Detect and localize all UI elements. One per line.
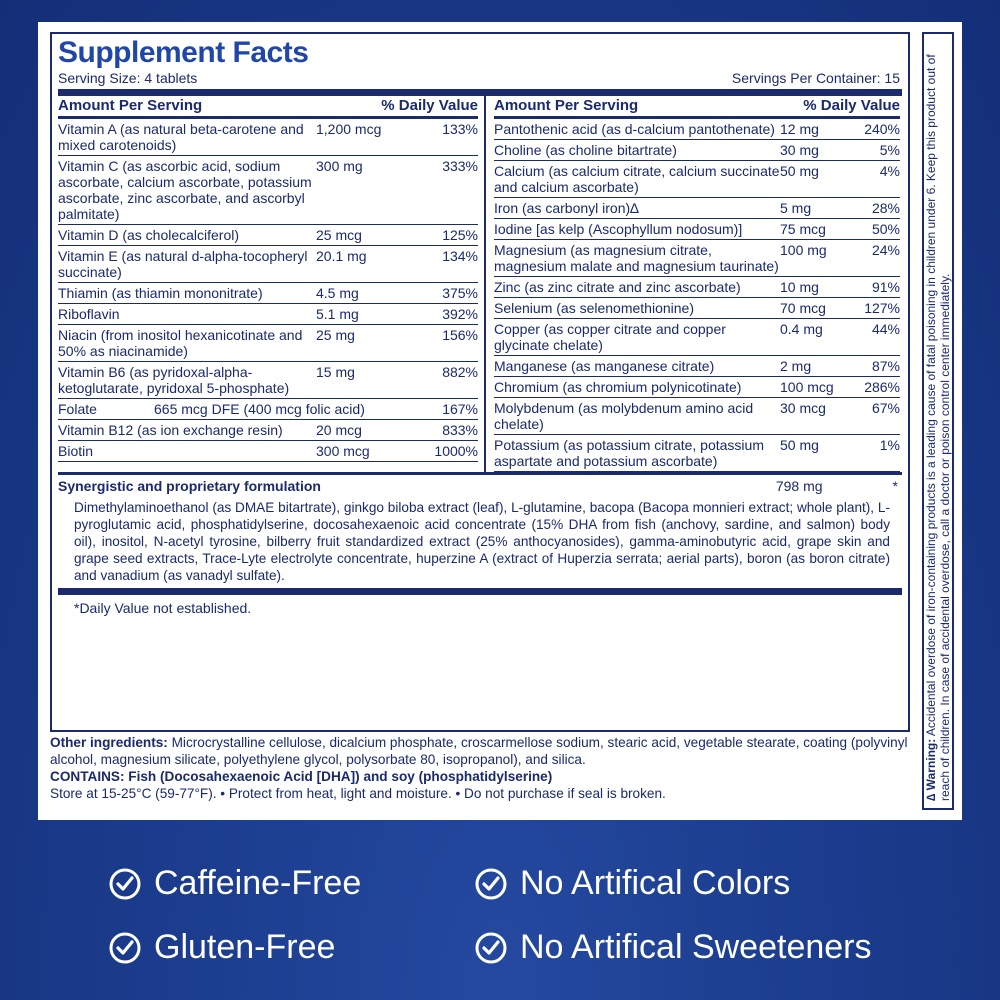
check-circle-icon bbox=[108, 931, 142, 965]
nutrient-amount: 5 mg bbox=[780, 200, 812, 216]
right-nutrient-column bbox=[484, 96, 900, 472]
nutrient-row bbox=[494, 356, 900, 377]
warning-text: Accidental overdose of iron-containing products is a leading cause of fatal poisoning in children under 6. Keep this product out of reach of children. In case of accidental overdose, call a doctor or poison control center immediately. bbox=[924, 54, 952, 801]
warning-label: ∆ Warning: bbox=[924, 738, 938, 801]
nutrient-row bbox=[494, 398, 900, 435]
nutrient-row bbox=[494, 298, 900, 319]
nutrient-amount: 50 mg bbox=[780, 163, 819, 179]
dv-note: *Daily Value not established. bbox=[74, 600, 252, 616]
check-circle-icon bbox=[108, 867, 142, 901]
nutrient-amount: 5.1 mg bbox=[316, 306, 359, 322]
nutrient-name: Magnesium (as magnesium citrate, magnesium malate and magnesium taurinate) bbox=[494, 242, 779, 274]
nutrient-name: Vitamin B6 (as pyridoxal-alpha-ketoglutarate, pyridoxal 5-phosphate) bbox=[58, 364, 290, 396]
left-nutrient-column bbox=[58, 96, 484, 472]
nutrient-name: Niacin (from inositol hexanicotinate and 50% as niacinamide) bbox=[58, 327, 303, 359]
servings-per-container: Servings Per Container: 15 bbox=[731, 70, 900, 86]
feature-no-artificial-sweeteners bbox=[474, 928, 872, 967]
nutrient-amount: 25 mg bbox=[316, 327, 355, 343]
synergistic-dv: * bbox=[892, 478, 898, 494]
nutrient-amount: 50 mg bbox=[780, 437, 819, 453]
nutrient-amount: 20 mcg bbox=[316, 422, 362, 438]
nutrient-amount: 2 mg bbox=[780, 358, 812, 374]
nutrient-amount: 10 mg bbox=[780, 279, 819, 295]
nutrient-dv: 1% bbox=[879, 437, 900, 453]
column-header bbox=[494, 96, 900, 119]
nutrient-amount: 75 mcg bbox=[780, 221, 826, 237]
nutrient-dv: 833% bbox=[442, 422, 478, 438]
other-ingredients-label: Other ingredients: bbox=[50, 735, 168, 750]
nutrient-amount: 15 mg bbox=[316, 364, 355, 380]
nutrient-dv: 240% bbox=[864, 121, 900, 137]
nutrient-name: Vitamin C (as ascorbic acid, sodium ascorbate, calcium ascorbate, potassium ascorbate, zinc ascorbate, and ascorbyl palmitate) bbox=[58, 158, 312, 222]
nutrient-dv: 133% bbox=[442, 121, 478, 137]
nutrient-name: Pantothenic acid (as d-calcium pantothenate) bbox=[494, 121, 775, 137]
nutrient-amount: 30 mg bbox=[780, 142, 819, 158]
nutrient-name: Thiamin (as thiamin mononitrate) bbox=[58, 285, 263, 301]
nutrient-dv: 24% bbox=[871, 242, 900, 258]
nutrient-dv: 1000% bbox=[434, 443, 478, 459]
nutrient-name: Choline (as choline bitartrate) bbox=[494, 142, 677, 158]
nutrient-name: Selenium (as selenomethionine) bbox=[494, 300, 694, 316]
nutrient-row bbox=[58, 362, 478, 399]
synergistic-amount: 798 mg bbox=[775, 478, 823, 494]
nutrient-name: Folate bbox=[58, 401, 97, 417]
synergistic-row bbox=[58, 472, 902, 495]
nutrient-dv: 127% bbox=[864, 300, 900, 316]
nutrient-row bbox=[58, 304, 478, 325]
nutrient-row bbox=[58, 119, 478, 156]
nutrient-row bbox=[494, 198, 900, 219]
nutrient-amount: 300 mg bbox=[316, 158, 363, 174]
nutrient-dv: 156% bbox=[442, 327, 478, 343]
nutrient-row bbox=[494, 435, 900, 472]
feature-caffeine-free bbox=[108, 864, 361, 903]
nutrient-name: Vitamin D (as cholecalciferol) bbox=[58, 227, 240, 243]
feature-label: No Artifical Colors bbox=[520, 864, 791, 902]
nutrient-dv: 44% bbox=[871, 321, 900, 337]
dv-header: % Daily Value bbox=[803, 97, 900, 114]
nutrient-amount: 665 mcg DFE (400 mcg folic acid) bbox=[154, 401, 365, 417]
column-header bbox=[58, 96, 478, 119]
other-info bbox=[50, 734, 912, 802]
supplement-label-panel bbox=[38, 22, 962, 820]
nutrient-columns bbox=[58, 96, 902, 472]
nutrient-row bbox=[58, 441, 478, 462]
nutrient-name: Potassium (as potassium citrate, potassium aspartate and potassium ascorbate) bbox=[494, 437, 764, 469]
nutrient-amount: 30 mcg bbox=[780, 400, 826, 416]
synergistic-values bbox=[776, 477, 902, 495]
nutrient-dv: 375% bbox=[442, 285, 478, 301]
nutrient-row bbox=[58, 225, 478, 246]
nutrient-name: Zinc (as zinc citrate and zinc ascorbate) bbox=[494, 279, 741, 295]
nutrient-dv: 67% bbox=[871, 400, 900, 416]
serving-size: Serving Size: 4 tablets bbox=[58, 70, 198, 86]
nutrient-row bbox=[494, 219, 900, 240]
nutrient-row bbox=[58, 399, 478, 420]
supplement-facts-box bbox=[50, 32, 910, 732]
amount-header: Amount Per Serving bbox=[58, 97, 203, 114]
nutrient-row bbox=[58, 420, 478, 441]
nutrient-dv: 392% bbox=[442, 306, 478, 322]
nutrient-dv: 28% bbox=[871, 200, 900, 216]
nutrient-amount: 300 mcg bbox=[316, 443, 370, 459]
nutrient-name: Iron (as carbonyl iron)∆ bbox=[494, 200, 639, 216]
nutrient-row bbox=[494, 161, 900, 198]
nutrient-amount: 100 mg bbox=[780, 242, 827, 258]
nutrient-amount: 20.1 mg bbox=[316, 248, 367, 264]
nutrient-dv: 91% bbox=[871, 279, 900, 295]
dv-header: % Daily Value bbox=[381, 97, 478, 114]
nutrient-amount: 100 mcg bbox=[780, 379, 834, 395]
nutrient-name: Calcium (as calcium citrate, calcium succinate and calcium ascorbate) bbox=[494, 163, 780, 195]
other-ingredients bbox=[50, 734, 912, 768]
iron-warning-box bbox=[922, 32, 954, 810]
contains-statement bbox=[50, 768, 912, 785]
nutrient-name: Iodine [as kelp (Ascophyllum nodosum)] bbox=[494, 221, 743, 237]
nutrient-row bbox=[58, 156, 478, 225]
feature-label: No Artifical Sweeteners bbox=[520, 928, 872, 966]
nutrient-name: Vitamin A (as natural beta-carotene and mixed carotenoids) bbox=[58, 121, 304, 153]
other-ingredients-text: Microcrystalline cellulose, dicalcium phosphate, croscarmellose sodium, stearic acid, vegetable stearate, coating (polyvinyl alcohol, magnesium silicate, polyethylene glycol, polysorbate 80, isopropanol), and silica. bbox=[50, 735, 908, 767]
nutrient-name: Molybdenum (as molybdenum amino acid chelate) bbox=[494, 400, 754, 432]
feature-label: Caffeine-Free bbox=[154, 864, 362, 902]
nutrient-name: Manganese (as manganese citrate) bbox=[494, 358, 715, 374]
contains-text: CONTAINS: Fish (Docosahexaenoic Acid [DHA]) and soy (phosphatidylserine) bbox=[50, 769, 553, 784]
nutrient-row bbox=[494, 240, 900, 277]
nutrient-amount: 25 mcg bbox=[316, 227, 362, 243]
nutrient-dv: 50% bbox=[871, 221, 900, 237]
check-circle-icon bbox=[474, 931, 508, 965]
nutrient-amount: 4.5 mg bbox=[316, 285, 359, 301]
nutrient-name: Vitamin B12 (as ion exchange resin) bbox=[58, 422, 283, 438]
storage-statement: Store at 15-25°C (59-77°F). • Protect from heat, light and moisture. • Do not purchase if seal is broken. bbox=[50, 786, 666, 801]
nutrient-name: Biotin bbox=[58, 443, 94, 459]
nutrient-row bbox=[494, 377, 900, 398]
nutrient-row bbox=[494, 319, 900, 356]
feature-gluten-free bbox=[108, 928, 335, 967]
amount-header: Amount Per Serving bbox=[494, 97, 639, 114]
nutrient-row bbox=[494, 119, 900, 140]
nutrient-name: Vitamin E (as natural d-alpha-tocopheryl succinate) bbox=[58, 248, 308, 280]
check-circle-icon bbox=[474, 867, 508, 901]
nutrient-dv: 5% bbox=[879, 142, 900, 158]
nutrient-amount: 70 mcg bbox=[780, 300, 826, 316]
nutrient-dv: 882% bbox=[442, 364, 478, 380]
nutrient-name: Riboflavin bbox=[58, 306, 120, 322]
nutrient-row bbox=[58, 246, 478, 283]
iron-warning bbox=[924, 41, 952, 801]
synergistic-ingredients: Dimethylaminoethanol (as DMAE bitartrate), ginkgo biloba extract (leaf), L-glutamine, bacopa (Bacopa monnieri extract; whole plant), L-pyroglutamic acid, phosphatidylserine, docosahexaenoic acid concentrate (15% DHA from fish (anchovy, sardine, and salmon) body oil), inositol, N-acetyl tyrosine, bilberry fruit standardized extract (25% anthocyanosides), gamma-aminobutyric acid, grape skin and grape seed extracts, Trace-Lyte electrolyte concentrate, huperzine A (extract of Huperzia serrata; aerial parts), boron (as boron citrate) and vanadium (as vanadyl sulfate). bbox=[58, 495, 902, 595]
nutrient-name: Copper (as copper citrate and copper glycinate chelate) bbox=[494, 321, 726, 353]
synergistic-label: Synergistic and proprietary formulation bbox=[58, 478, 321, 494]
nutrient-row bbox=[494, 277, 900, 298]
nutrient-dv: 87% bbox=[871, 358, 900, 374]
facts-title: Supplement Facts bbox=[58, 36, 309, 69]
feature-label: Gluten-Free bbox=[154, 928, 336, 966]
nutrient-dv: 134% bbox=[442, 248, 478, 264]
nutrient-amount: 12 mg bbox=[780, 121, 819, 137]
serving-info bbox=[58, 70, 902, 96]
nutrient-dv: 333% bbox=[442, 158, 478, 174]
nutrient-dv: 286% bbox=[864, 379, 900, 395]
nutrient-amount: 0.4 mg bbox=[780, 321, 823, 337]
nutrient-amount: 1,200 mcg bbox=[316, 121, 382, 137]
nutrient-row bbox=[58, 325, 478, 362]
nutrient-row bbox=[58, 283, 478, 304]
nutrient-row bbox=[494, 140, 900, 161]
nutrient-dv: 125% bbox=[442, 227, 478, 243]
nutrient-dv: 167% bbox=[442, 401, 478, 417]
nutrient-name: Chromium (as chromium polynicotinate) bbox=[494, 379, 742, 395]
nutrient-dv: 4% bbox=[879, 163, 900, 179]
feature-no-artificial-colors bbox=[474, 864, 790, 903]
